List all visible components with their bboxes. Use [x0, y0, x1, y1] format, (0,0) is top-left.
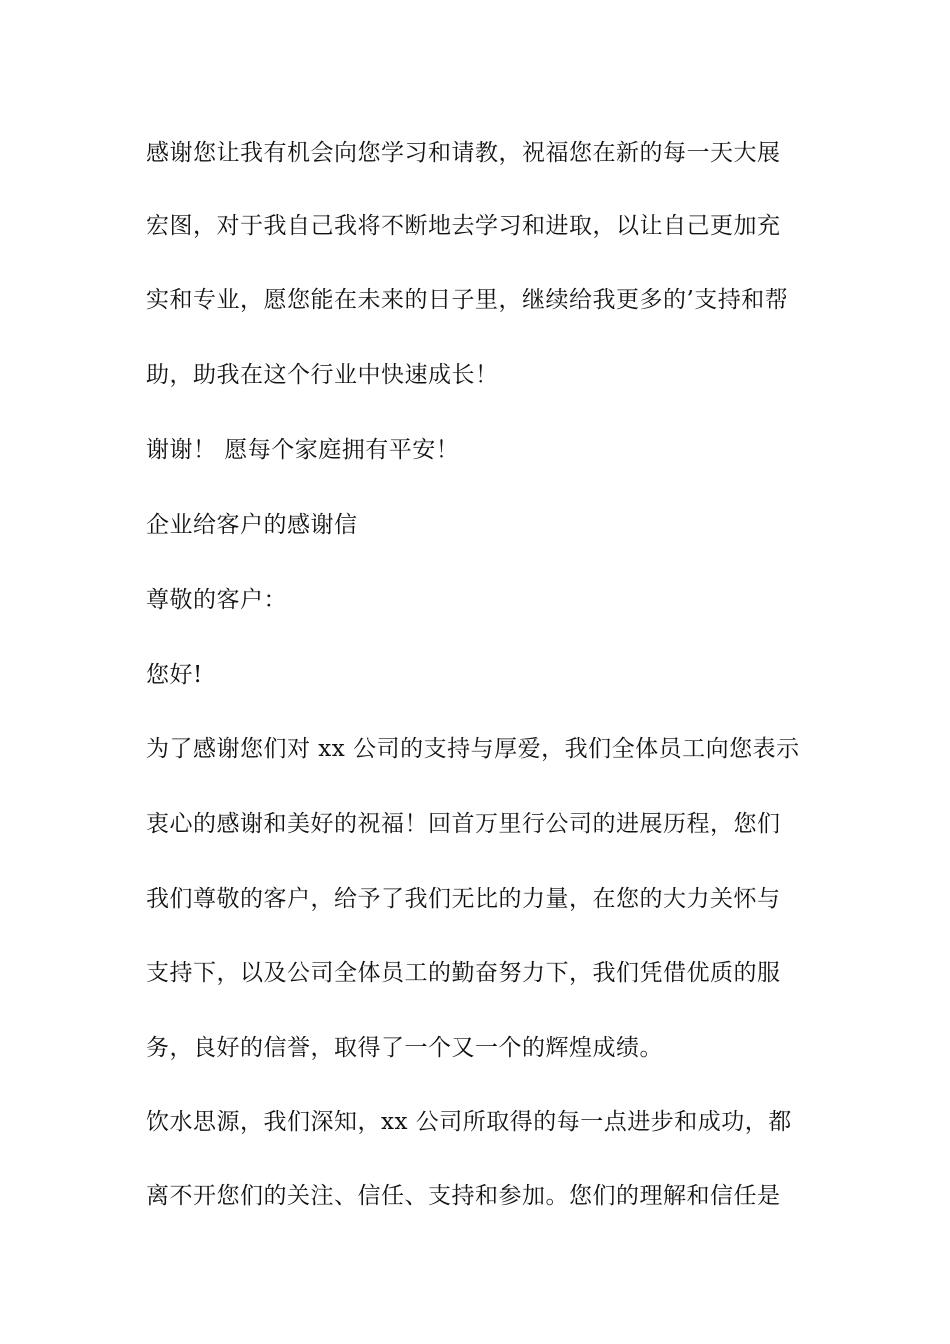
- paragraph-line: 离不开您们的关注、信任、支持和参加。您们的理解和信任是: [146, 1183, 781, 1209]
- paragraph-line: 实和专业，愿您能在未来的日子里，继续给我更多的’支持和帮: [146, 287, 789, 313]
- letter-title: 企业给客户的感谢信: [146, 512, 358, 538]
- paragraph-line: 宏图，对于我自己我将不断地去学习和进取，以让自己更加充: [146, 213, 781, 239]
- paragraph-line: 务，良好的信誉，取得了一个又一个的辉煌成绩。: [146, 1035, 663, 1061]
- greeting: 您好!: [146, 662, 203, 688]
- paragraph-line: 饮水思源，我们深知，xx 公司所取得的每一点进步和成功，都: [146, 1109, 792, 1135]
- paragraph-line: 衷心的感谢和美好的祝福！回首万里行公司的进展历程，您们: [146, 811, 781, 837]
- closing-line: 谢谢！ 愿每个家庭拥有平安！: [146, 437, 460, 463]
- paragraph-line: 支持下，以及公司全体员工的勤奋努力下，我们凭借优质的服: [146, 960, 781, 986]
- paragraph-line: 感谢您让我有机会向您学习和请教，祝福您在新的每一天大展: [146, 140, 781, 166]
- paragraph-line: 我们尊敬的客户，给予了我们无比的力量，在您的大力关怀与: [146, 886, 781, 912]
- salutation: 尊敬的客户：: [146, 587, 287, 613]
- paragraph-line: 为了感谢您们对 xx 公司的支持与厚爱，我们全体员工向您表示: [146, 736, 800, 762]
- paragraph-line: 助，助我在这个行业中快速成长！: [146, 362, 499, 388]
